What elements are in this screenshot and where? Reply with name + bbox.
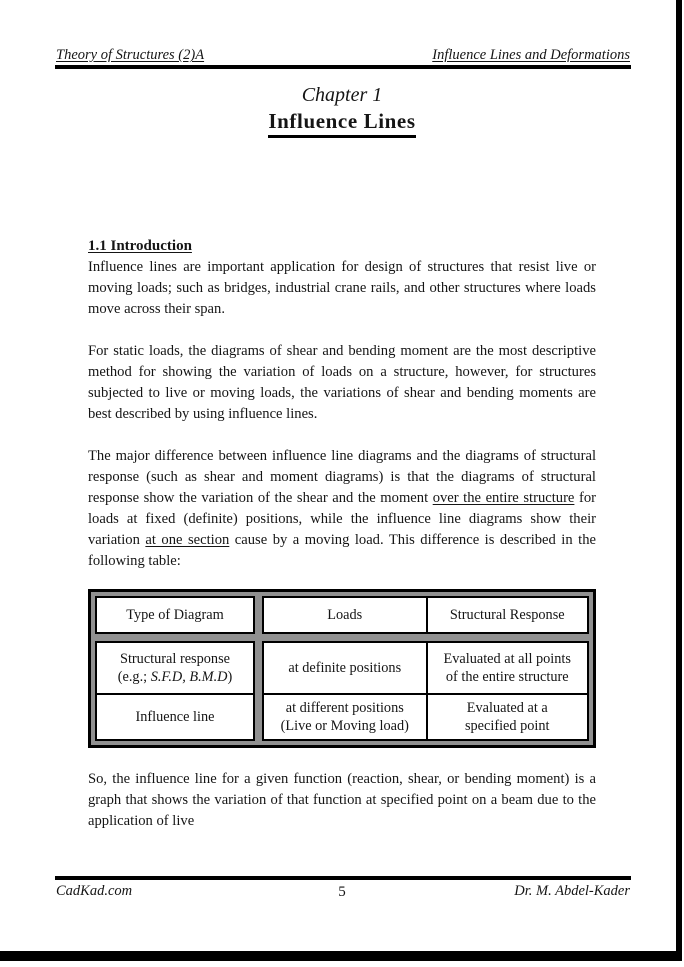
content — [88, 236, 596, 832]
page-title — [0, 109, 684, 138]
paragraph-so-influence-line: So, the influence line for a given function (reaction, shear, or bending moment) is a graph that shows the variation of that function at specified point on a beam due to the application of live — [88, 771, 596, 829]
cell-different-positions: at different positions (Live or Moving load) — [264, 693, 426, 739]
running-header-left: Theory of Structures (2)A — [56, 47, 205, 63]
page-title-text: Influence Lines — [268, 109, 415, 138]
footer-rule — [55, 876, 631, 880]
paragraph-3-run-a: The major difference between influence line diagrams and the diagrams of structural response (such as shear and moment diagrams) is that the diagrams of structural response show the variation of the shear and the moment — [88, 448, 596, 506]
cell-structural-response-line1: Structural response — [120, 651, 230, 667]
paragraph-3-run-b: for loads at fixed (definite) positions, while the influence line diagrams show their variation — [88, 490, 596, 548]
footer-author: Dr. M. Abdel-Kader — [514, 883, 630, 899]
paragraph-3-underlined-entire-structure: over the entire structure — [432, 490, 575, 506]
cell-influence-line: Influence line — [97, 693, 253, 739]
table-header-type-of-diagram: Type of Diagram — [95, 596, 255, 634]
cell-structural-response — [97, 643, 253, 693]
scan-artifact-bottom-bar — [0, 951, 682, 961]
paragraph-major-difference — [88, 446, 596, 572]
footer-site: CadKad.com — [56, 883, 133, 899]
table-header-loads: Loads — [327, 607, 363, 623]
paragraph-3-run-c: cause by a moving load. This difference is described in the following table: — [88, 532, 596, 569]
running-header-right: Influence Lines and Deformations — [432, 47, 630, 63]
chapter-heading: Chapter 1 — [301, 84, 383, 106]
cell-definite-positions: at definite positions — [288, 660, 402, 676]
scan-artifact-right-bar — [676, 0, 682, 961]
table-header-structural-response: Structural Response — [426, 598, 588, 632]
paragraph-introduction: Influence lines are important application for design of structures that resist live or moving loads; such as bridges, industrial crane rails, and other structures where loads move across their span. — [88, 259, 596, 317]
header-rule — [55, 65, 631, 69]
cell-evaluated-specified-point: Evaluated at a specified point — [426, 693, 588, 739]
cell-structural-response-line2: (e.g.; S.F.D, B.M.D) — [117, 669, 233, 685]
running-header — [56, 46, 630, 64]
paragraph-3-underlined-one-section: at one section — [145, 532, 230, 548]
cell-evaluated-all-points: Evaluated at all points of the entire structure — [426, 643, 588, 693]
section-heading: 1.1 Introduction — [88, 238, 192, 254]
abbreviation-sfd-bmd: S.F.D, B.M.D — [150, 669, 228, 685]
footer-page-number: 5 — [338, 884, 346, 900]
table-header-right-group — [262, 596, 589, 634]
table-body-left-group — [95, 641, 255, 741]
table-body-right-group — [262, 641, 589, 741]
paragraph-static-loads: For static loads, the diagrams of shear and bending moment are the most descriptive method for showing the variation of loads on a structure, however, for structures subjected to live or moving loads, the variations of shear and bending moments are best described by using influence lines. — [88, 343, 596, 422]
comparison-table — [88, 589, 596, 748]
